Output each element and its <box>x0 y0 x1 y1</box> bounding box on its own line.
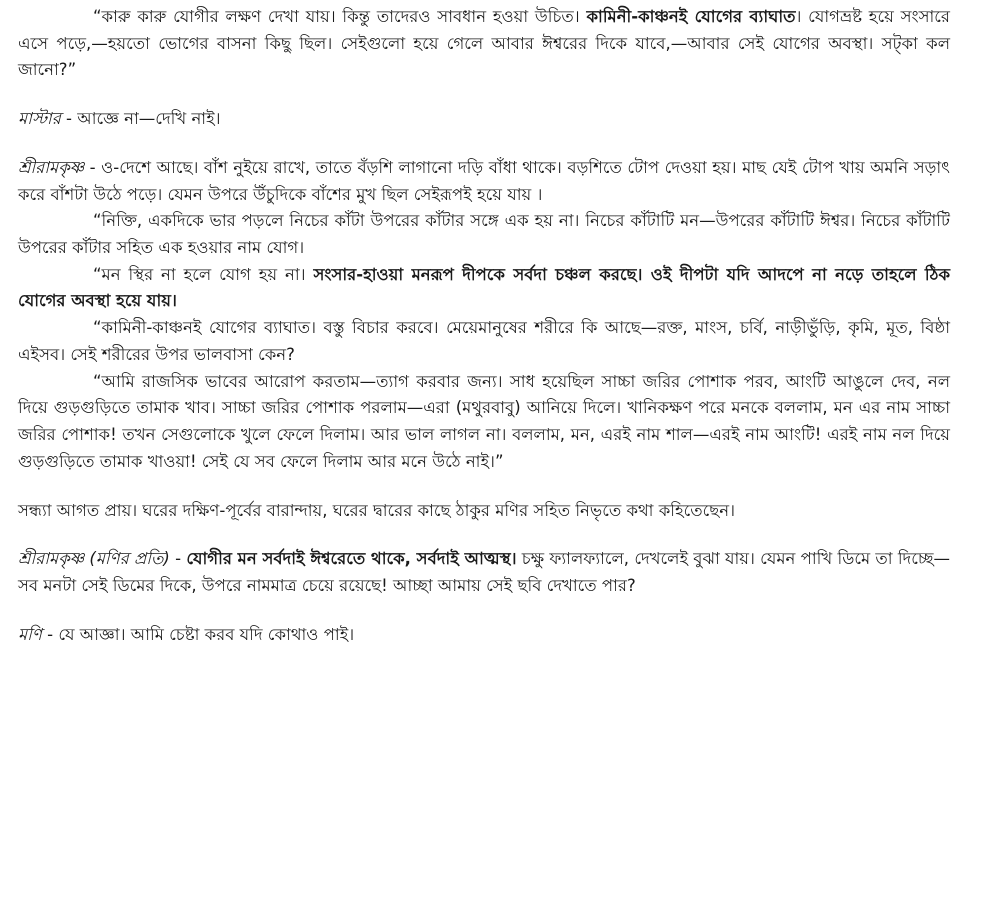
bold-text-run: যোগীর মন সর্বদাই ঈশ্বরেতে থাকে, সর্বদাই আত্মস্থ। <box>186 549 517 569</box>
text-run: “কামিনী-কাঞ্চনই যোগের ব্যাঘাত। বস্তু বিচার করবে। মেয়েমানুষের শরীরে কি আছে—রক্ত, মাংস, চর্বি, নাড়ীভুঁড়ি, কৃমি, মূত, বিষ্ঠা এইসব। সেই শরীরের উপর ভালবাসা কেন? <box>18 318 950 364</box>
paragraph-quote-yogi-signs <box>18 4 950 84</box>
bold-text-run: কামিনী-কাঞ্চনই যোগের ব্যাঘাত <box>586 7 796 26</box>
text-run: “আমি রাজসিক ভাবের আরোপ করতাম—ত্যাগ করবার জন্য। সাধ হয়েছিল সাচ্চা জরির পোশাক পরব, আংটি আঙুলে দেব, নল দিয়ে গুড়গুড়িতে তামাক খাব। সাচ্চা জরির পোশাক পরলাম—এরা (মথুরবাবু) আনিয়ে দিলে। খানিকক্ষণ পরে মনকে বললাম, মন এর নাম সাচ্চা জরির পোশাক! তখন সেগুলোকে খুলে ফেলে দিলাম। আর ভাল লাগল না। বললাম, মন, এরই নাম শাল—এরই নাম আংটি! এরই নাম নল দিয়ে গুড়গুড়িতে তামাক খাওয়া! সেই যে সব ফেলে দিলাম আর মনে উঠে নাই।” <box>18 371 950 471</box>
text-run: “কারু কারু যোগীর লক্ষণ দেখা যায়। কিন্তু তাদেরও সাবধান হওয়া উচিত। <box>93 7 587 26</box>
paragraph-quote-rajasic <box>18 369 950 476</box>
paragraph-quote-steady-mind <box>18 262 950 315</box>
text-run: “মন স্থির না হলে যোগ হয় না। <box>93 264 314 284</box>
text-run: - <box>169 549 187 569</box>
speaker-name: শ্রীরামকৃষ্ণ <box>18 157 85 177</box>
text-run: চক্ষু ফ্যালফ্যালে, দেখলেই বুঝা যায়। যেমন পাখি ডিমে তা দিচ্ছে—সব মনটা সেই ডিমের দিকে, উপরে নামমাত্র চেয়ে রয়েছে! আচ্ছা আমায় সেই ছবি দেখাতে পার? <box>18 549 950 595</box>
text-run: - ও-দেশে আছে। বাঁশ নুইয়ে রাখে, তাতে বঁড়শি লাগানো দড়ি বাঁধা থাকে। বড়শিতে টোপ দেওয়া হয়। মাছ যেই টোপ খায় অমনি সড়াৎ করে বাঁশটা উঠে পড়ে। যেমন উপরে উঁচুদিকে বাঁশের মুখ ছিল সেইরূপই হয়ে যায় । <box>18 157 950 204</box>
text-run: - যে আজ্ঞা। আমি চেষ্টা করব যদি কোথাও পাই। <box>41 624 355 644</box>
paragraph-quote-scale <box>18 208 950 261</box>
paragraph-quote-obstacle <box>18 315 950 368</box>
paragraph-dialogue-mani <box>18 622 950 649</box>
paragraph-dialogue-ramakrishna-to-mani <box>18 546 950 599</box>
paragraph-narration-evening <box>18 498 950 525</box>
speaker-name: শ্রীরামকৃষ্ণ (মণির প্রতি) <box>18 549 170 569</box>
text-run: । যোগভ্রষ্ট হয়ে সংসারে এসে পড়ে,—হয়তো ভোগের বাসনা কিছু ছিল। সেইগুলো হয়ে গেলে আবার ঈশ্বরের দিকে যাবে,—আবার সেই যোগের অবস্থা। সট্‌কা কল জানো?” <box>18 7 950 80</box>
speaker-name: মণি <box>18 624 42 644</box>
text-run: “নিক্তি, একদিকে ভার পড়লে নিচের কাঁটা উপরের কাঁটার সঙ্গে এক হয় না। নিচের কাঁটাটি মন—উপরের কাঁটাটি ঈশ্বর। নিচের কাঁটাটি উপরের কাঁটার সহিত এক হওয়ার নাম যোগ। <box>18 211 950 258</box>
paragraph-dialogue-ramakrishna <box>18 155 950 208</box>
text-run: - আজ্ঞে না—দেখি নাই। <box>60 109 221 129</box>
paragraph-dialogue-master <box>18 106 950 133</box>
speaker-name: মাস্টার <box>18 109 61 129</box>
text-run: সন্ধ্যা আগত প্রায়। ঘরের দক্ষিণ-পূর্বের বারান্দায়, ঘরের দ্বারের কাছে ঠাকুর মণির সহিত নিভৃতে কথা কহিতেছেন। <box>18 500 736 520</box>
bold-text-run: সংসার-হাওয়া মনরূপ দীপকে সর্বদা চঞ্চল করছে। ওই দীপটা যদি আদপে না নড়ে তাহলে ঠিক যোগের অবস্থা হয়ে যায়। <box>18 264 951 311</box>
